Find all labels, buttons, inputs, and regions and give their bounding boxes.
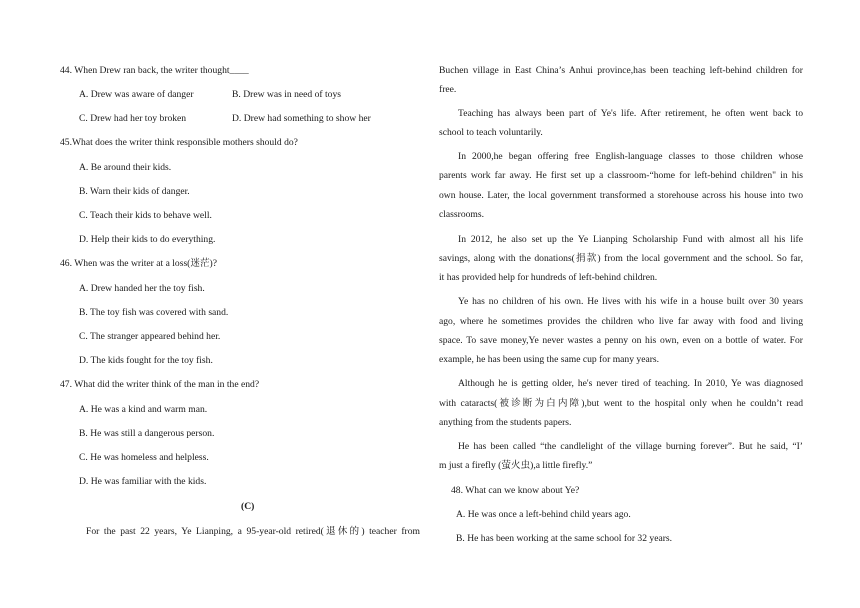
passage-line: free. — [439, 84, 457, 95]
passage-line: parents work far away. He first set up a classroom-“home for left-behind children" in his — [439, 170, 803, 181]
passage-line: own house. Later, the local government transformed a storehouse across his house into two — [439, 190, 803, 201]
passage-line: school to teach voluntarily. — [439, 127, 543, 138]
passage-line: Although he is getting older, he's never tired of teaching. In 2010, Ye was diagnosed — [458, 378, 803, 389]
question-46-option-d: D. The kids fought for the toy fish. — [79, 355, 213, 366]
passage-c-first-line: For the past 22 years, Ye Lianping, a 95-year-old retired(退休的) teacher from — [86, 526, 420, 537]
question-47-option-b: B. He was still a dangerous person. — [79, 428, 215, 439]
question-44-stem: 44. When Drew ran back, the writer thought____ — [60, 65, 249, 76]
question-44-option-d: D. Drew had something to show her — [232, 113, 371, 124]
question-47-option-a: A. He was a kind and warm man. — [79, 404, 208, 415]
question-47-option-d: D. He was familiar with the kids. — [79, 476, 207, 487]
question-44-option-a: A. Drew was aware of danger — [79, 89, 194, 100]
question-47-option-c: C. He was homeless and helpless. — [79, 452, 209, 463]
passage-line: ago, where he sometimes provides the children who live far away with food and living — [439, 316, 803, 327]
passage-line: Teaching has always been part of Ye's life. After retirement, he often went back to — [458, 108, 803, 119]
question-44-option-b: B. Drew was in need of toys — [232, 89, 341, 100]
passage-line: example, he has been using the same cup for many years. — [439, 354, 660, 365]
passage-line: space. To save money,Ye never wastes a penny on his own, even on a bottle of water. For — [439, 335, 803, 346]
question-45-option-b: B. Warn their kids of danger. — [79, 186, 190, 197]
question-45-option-c: C. Teach their kids to behave well. — [79, 210, 212, 221]
question-46-option-b: B. The toy fish was covered with sand. — [79, 307, 229, 318]
question-48-stem: 48. What can we know about Ye? — [451, 485, 580, 496]
passage-line: In 2012, he also set up the Ye Lianping Scholarship Fund with almost all his life — [458, 234, 803, 245]
question-48-option-b: B. He has been working at the same school for 32 years. — [456, 533, 673, 544]
question-46-stem: 46. When was the writer at a loss(迷茫)? — [60, 258, 218, 269]
passage-line: with cataracts(被诊断为白内障),but went to the hospital only when he couldn’t read — [439, 398, 803, 409]
passage-line: In 2000,he began offering free English-language classes to those children whose — [458, 151, 803, 162]
question-47-stem: 47. What did the writer think of the man in the end? — [60, 379, 260, 390]
question-46-option-c: C. The stranger appeared behind her. — [79, 331, 221, 342]
passage-line: Buchen village in East China’s Anhui province,has been teaching left-behind children for — [439, 65, 803, 76]
passage-line: savings, along with the donations(捐款) from the local government and the school. So far, — [439, 253, 803, 264]
passage-line: it has provided help for hundreds of left-behind children. — [439, 272, 658, 283]
question-46-option-a: A. Drew handed her the toy fish. — [79, 283, 205, 294]
question-45-option-d: D. Help their kids to do everything. — [79, 234, 216, 245]
passage-line: anything from the students papers. — [439, 417, 572, 428]
section-c-heading: (C) — [241, 501, 255, 512]
passage-line: He has been called “the candlelight of the village burning forever”. But he said, “I’ — [458, 441, 803, 452]
question-45-option-a: A. Be around their kids. — [79, 162, 172, 173]
passage-line: classrooms. — [439, 209, 485, 220]
passage-line: Ye has no children of his own. He lives with his wife in a house built over 30 years — [458, 296, 803, 307]
passage-line: m just a firefly (萤火虫),a little firefly.” — [439, 460, 593, 471]
question-45-stem: 45.What does the writer think responsible mothers should do? — [60, 137, 298, 148]
question-48-option-a: A. He was once a left-behind child years ago. — [456, 509, 631, 520]
question-44-option-c: C. Drew had her toy broken — [79, 113, 187, 124]
